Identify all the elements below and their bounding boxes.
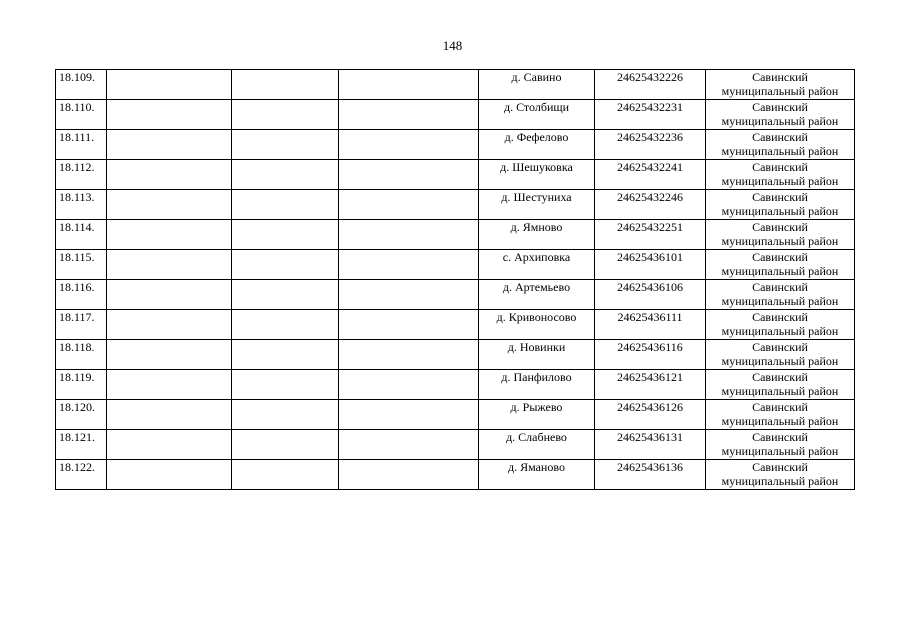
- table-row: [56, 430, 855, 460]
- table-row: [56, 400, 855, 430]
- empty-cell-3: [339, 340, 479, 370]
- empty-cell-1: [107, 220, 232, 250]
- district-line-1: Савинский: [752, 250, 808, 264]
- empty-cell-1: [107, 280, 232, 310]
- settlement-name-cell: д. Артемьево: [479, 280, 595, 310]
- district-cell: [706, 190, 855, 220]
- settlement-name-cell: д. Ямново: [479, 220, 595, 250]
- empty-cell-2: [232, 220, 339, 250]
- row-number-cell: 18.120.: [56, 400, 107, 430]
- district-line-2: муниципальный район: [721, 354, 839, 368]
- row-number-cell: 18.112.: [56, 160, 107, 190]
- table-row: [56, 340, 855, 370]
- settlement-name-cell: д. Ямановo: [479, 460, 595, 490]
- row-number-cell: 18.119.: [56, 370, 107, 400]
- table-row: [56, 190, 855, 220]
- oktmo-code-cell: 24625432246: [595, 190, 706, 220]
- district-line-2: муниципальный район: [721, 84, 839, 98]
- table-row: [56, 130, 855, 160]
- district-line-2: муниципальный район: [721, 174, 839, 188]
- district-line-1: Савинский: [752, 70, 808, 84]
- oktmo-code-cell: 24625436131: [595, 430, 706, 460]
- table-row: [56, 460, 855, 490]
- oktmo-code-cell: 24625432226: [595, 70, 706, 100]
- table-row: [56, 160, 855, 190]
- oktmo-code-cell: 24625436136: [595, 460, 706, 490]
- empty-cell-3: [339, 100, 479, 130]
- district-line-1: Савинский: [752, 430, 808, 444]
- district-line-2: муниципальный район: [721, 414, 839, 428]
- district-line-2: муниципальный район: [721, 234, 839, 248]
- settlements-table: [55, 69, 855, 490]
- empty-cell-1: [107, 130, 232, 160]
- district-line-1: Савинский: [752, 400, 808, 414]
- empty-cell-2: [232, 340, 339, 370]
- settlement-name-cell: с. Архиповка: [479, 250, 595, 280]
- row-number-cell: 18.117.: [56, 310, 107, 340]
- empty-cell-2: [232, 280, 339, 310]
- district-cell: [706, 460, 855, 490]
- row-number-cell: 18.116.: [56, 280, 107, 310]
- table-body: [56, 70, 855, 490]
- empty-cell-1: [107, 70, 232, 100]
- district-cell: [706, 130, 855, 160]
- district-cell: [706, 310, 855, 340]
- oktmo-code-cell: 24625436126: [595, 400, 706, 430]
- empty-cell-3: [339, 310, 479, 340]
- district-line-1: Савинский: [752, 340, 808, 354]
- settlement-name-cell: д. Шестуниха: [479, 190, 595, 220]
- settlement-name-cell: д. Савино: [479, 70, 595, 100]
- empty-cell-2: [232, 70, 339, 100]
- district-line-1: Савинский: [752, 460, 808, 474]
- empty-cell-1: [107, 160, 232, 190]
- empty-cell-3: [339, 190, 479, 220]
- oktmo-code-cell: 24625436106: [595, 280, 706, 310]
- oktmo-code-cell: 24625436116: [595, 340, 706, 370]
- empty-cell-1: [107, 370, 232, 400]
- district-line-1: Савинский: [752, 100, 808, 114]
- empty-cell-1: [107, 310, 232, 340]
- district-line-2: муниципальный район: [721, 264, 839, 278]
- table-row: [56, 100, 855, 130]
- empty-cell-1: [107, 460, 232, 490]
- settlement-name-cell: д. Кривоносово: [479, 310, 595, 340]
- row-number-cell: 18.109.: [56, 70, 107, 100]
- oktmo-code-cell: 24625432236: [595, 130, 706, 160]
- empty-cell-3: [339, 430, 479, 460]
- empty-cell-3: [339, 160, 479, 190]
- table-row: [56, 280, 855, 310]
- row-number-cell: 18.113.: [56, 190, 107, 220]
- district-line-1: Савинский: [752, 310, 808, 324]
- district-line-2: муниципальный район: [721, 114, 839, 128]
- empty-cell-2: [232, 100, 339, 130]
- settlement-name-cell: д. Фефелово: [479, 130, 595, 160]
- district-line-2: муниципальный район: [721, 204, 839, 218]
- empty-cell-1: [107, 400, 232, 430]
- empty-cell-2: [232, 430, 339, 460]
- empty-cell-3: [339, 370, 479, 400]
- district-line-1: Савинский: [752, 130, 808, 144]
- empty-cell-3: [339, 70, 479, 100]
- district-line-1: Савинский: [752, 160, 808, 174]
- district-cell: [706, 400, 855, 430]
- row-number-cell: 18.115.: [56, 250, 107, 280]
- district-cell: [706, 280, 855, 310]
- empty-cell-2: [232, 190, 339, 220]
- page-number: 148: [442, 38, 463, 53]
- district-cell: [706, 100, 855, 130]
- district-line-1: Савинский: [752, 280, 808, 294]
- district-line-2: муниципальный район: [721, 294, 839, 308]
- empty-cell-1: [107, 430, 232, 460]
- settlement-name-cell: д. Столбищи: [479, 100, 595, 130]
- empty-cell-3: [339, 220, 479, 250]
- settlement-name-cell: д. Шешуковка: [479, 160, 595, 190]
- district-cell: [706, 370, 855, 400]
- row-number-cell: 18.111.: [56, 130, 107, 160]
- oktmo-code-cell: 24625436111: [595, 310, 706, 340]
- oktmo-code-cell: 24625432231: [595, 100, 706, 130]
- empty-cell-3: [339, 280, 479, 310]
- table-row: [56, 250, 855, 280]
- empty-cell-2: [232, 460, 339, 490]
- empty-cell-1: [107, 340, 232, 370]
- empty-cell-2: [232, 400, 339, 430]
- row-number-cell: 18.122.: [56, 460, 107, 490]
- district-cell: [706, 430, 855, 460]
- row-number-cell: 18.110.: [56, 100, 107, 130]
- district-line-2: муниципальный район: [721, 444, 839, 458]
- district-cell: [706, 160, 855, 190]
- empty-cell-2: [232, 160, 339, 190]
- table-row: [56, 310, 855, 340]
- district-line-2: муниципальный район: [721, 474, 839, 488]
- settlement-name-cell: д. Панфилово: [479, 370, 595, 400]
- empty-cell-1: [107, 250, 232, 280]
- empty-cell-2: [232, 370, 339, 400]
- empty-cell-2: [232, 310, 339, 340]
- empty-cell-2: [232, 130, 339, 160]
- row-number-cell: 18.121.: [56, 430, 107, 460]
- empty-cell-1: [107, 100, 232, 130]
- empty-cell-3: [339, 130, 479, 160]
- settlement-name-cell: д. Рыжево: [479, 400, 595, 430]
- oktmo-code-cell: 24625436121: [595, 370, 706, 400]
- settlement-name-cell: д. Слабнево: [479, 430, 595, 460]
- table-row: [56, 370, 855, 400]
- district-cell: [706, 250, 855, 280]
- table-row: [56, 70, 855, 100]
- settlement-name-cell: д. Новинки: [479, 340, 595, 370]
- table-row: [56, 220, 855, 250]
- district-cell: [706, 340, 855, 370]
- empty-cell-2: [232, 250, 339, 280]
- empty-cell-1: [107, 190, 232, 220]
- oktmo-code-cell: 24625432241: [595, 160, 706, 190]
- oktmo-code-cell: 24625436101: [595, 250, 706, 280]
- district-line-2: муниципальный район: [721, 324, 839, 338]
- oktmo-code-cell: 24625432251: [595, 220, 706, 250]
- district-line-1: Савинский: [752, 220, 808, 234]
- district-line-2: муниципальный район: [721, 384, 839, 398]
- row-number-cell: 18.114.: [56, 220, 107, 250]
- empty-cell-3: [339, 400, 479, 430]
- district-line-1: Савинский: [752, 190, 808, 204]
- district-cell: [706, 70, 855, 100]
- empty-cell-3: [339, 460, 479, 490]
- district-line-2: муниципальный район: [721, 144, 839, 158]
- district-line-1: Савинский: [752, 370, 808, 384]
- row-number-cell: 18.118.: [56, 340, 107, 370]
- district-cell: [706, 220, 855, 250]
- empty-cell-3: [339, 250, 479, 280]
